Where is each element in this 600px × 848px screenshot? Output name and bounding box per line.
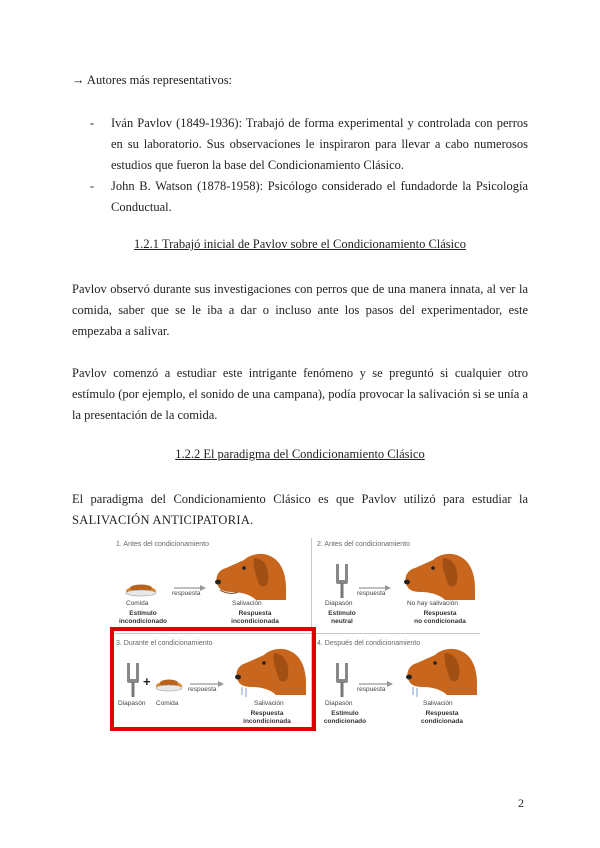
plus-sign: + [143, 674, 151, 689]
paragraph-3 [72, 489, 528, 531]
section-title-1-2-2: 1.2.2 El paradigma del Condicionamiento Clásico [175, 447, 425, 461]
caption-line: incondicionado [118, 617, 168, 625]
food-bowl-icon [124, 582, 158, 598]
dog-icon [399, 548, 475, 600]
right-bold-caption [405, 610, 475, 625]
caption-line: Respuesta [423, 610, 457, 617]
panel-after-conditioning [313, 635, 480, 731]
caption-line: Estímulo [129, 610, 157, 617]
left-label-b: Comida [156, 700, 179, 707]
panel-title: 1. Antes del condicionamiento [116, 541, 210, 548]
caption-line: no condicionada [414, 617, 466, 625]
right-bold-caption [220, 610, 290, 625]
caption-line: neutral [331, 617, 353, 625]
dog-icon [401, 643, 477, 699]
left-bold-caption [315, 710, 375, 725]
dog-icon [210, 548, 288, 600]
arrow-label: respuesta [188, 686, 217, 693]
caption-line: Estímulo [331, 710, 359, 717]
right-label: Salivación [254, 700, 284, 707]
page-number: 2 [518, 796, 524, 810]
caption-line: Respuesta [250, 710, 284, 717]
right-label: Salivación [423, 700, 453, 707]
panel-before-conditioning-1 [112, 538, 310, 632]
caption-line: condicionada [421, 717, 463, 725]
left-label: Comida [126, 600, 149, 607]
bullet-dash: - [90, 179, 95, 193]
panel-title: 4. Después del condicionamiento [317, 640, 421, 647]
right-bold-caption [407, 710, 477, 725]
authors-list [72, 113, 528, 218]
section-title-1-2-1: 1.2.1 Trabajó inicial de Pavlov sobre el Condicionamiento Clásico [134, 237, 466, 251]
tuning-fork-icon [333, 562, 351, 600]
highlight-box [110, 627, 316, 731]
panel-before-conditioning-2 [313, 538, 480, 632]
caption-line: incondicionada [231, 617, 279, 625]
caption-line: Respuesta [425, 710, 459, 717]
paragraph-2: Pavlov comenzó a estudiar este intrigante fenómeno y se preguntó si cualquier otro estímulo (por ejemplo, el sonido de una campana), podía provocar la salivación si se unía a la presentación de la comida. [72, 366, 528, 422]
left-bold-caption [118, 610, 168, 625]
arrow-label: respuesta [357, 590, 386, 597]
bullet-dash: - [90, 116, 95, 130]
paragraph-3-line-1: El paradigma del Condicionamiento Clásico es que Pavlov utilizó para estudiar la [72, 492, 528, 506]
paragraph-3-line-2: SALIVACIÓN ANTICIPATORIA. [72, 513, 254, 527]
caption-line: Estímulo [328, 610, 356, 617]
bullet-text: John B. Watson (1878-1958): Psicólogo considerado el fundadorde la Psicología Conductual. [111, 179, 528, 214]
left-bold-caption [319, 610, 365, 625]
right-label: Salivación [232, 600, 262, 607]
arrow-label: respuesta [357, 686, 386, 693]
arrow-label: respuesta [172, 590, 201, 597]
left-label: Diapasón [325, 700, 353, 707]
panel-title: 2. Antes del condicionamiento [317, 541, 411, 548]
panel-title: 3. Durante el condicionamiento [116, 640, 213, 647]
caption-line: condicionado [323, 717, 367, 725]
list-item [72, 113, 528, 176]
paragraph-1: Pavlov observó durante sus investigaciones con perros que de una manera innata, al ver la comida, saber que se le iba a dar o incluso ante los pasos del experimentador, este empezaba a salivar. [72, 282, 528, 338]
tuning-fork-icon [333, 661, 351, 699]
authors-heading: → Autores más representativos: [72, 73, 233, 87]
list-item [72, 176, 528, 218]
caption-line: incondicionada [243, 717, 291, 725]
left-label: Diapasón [325, 600, 353, 607]
caption-line: Respuesta [238, 610, 272, 617]
bullet-text: Iván Pavlov (1849-1936): Trabajó de forma experimental y controlada con perros en su laboratorio. Sus observaciones le inspiraron para llevar a cabo numerosos estudios que fueron la base del Condicionamiento Clásico. [111, 116, 528, 172]
left-label-a: Diapasón [118, 700, 146, 707]
right-label: No hay salivación [407, 600, 458, 607]
